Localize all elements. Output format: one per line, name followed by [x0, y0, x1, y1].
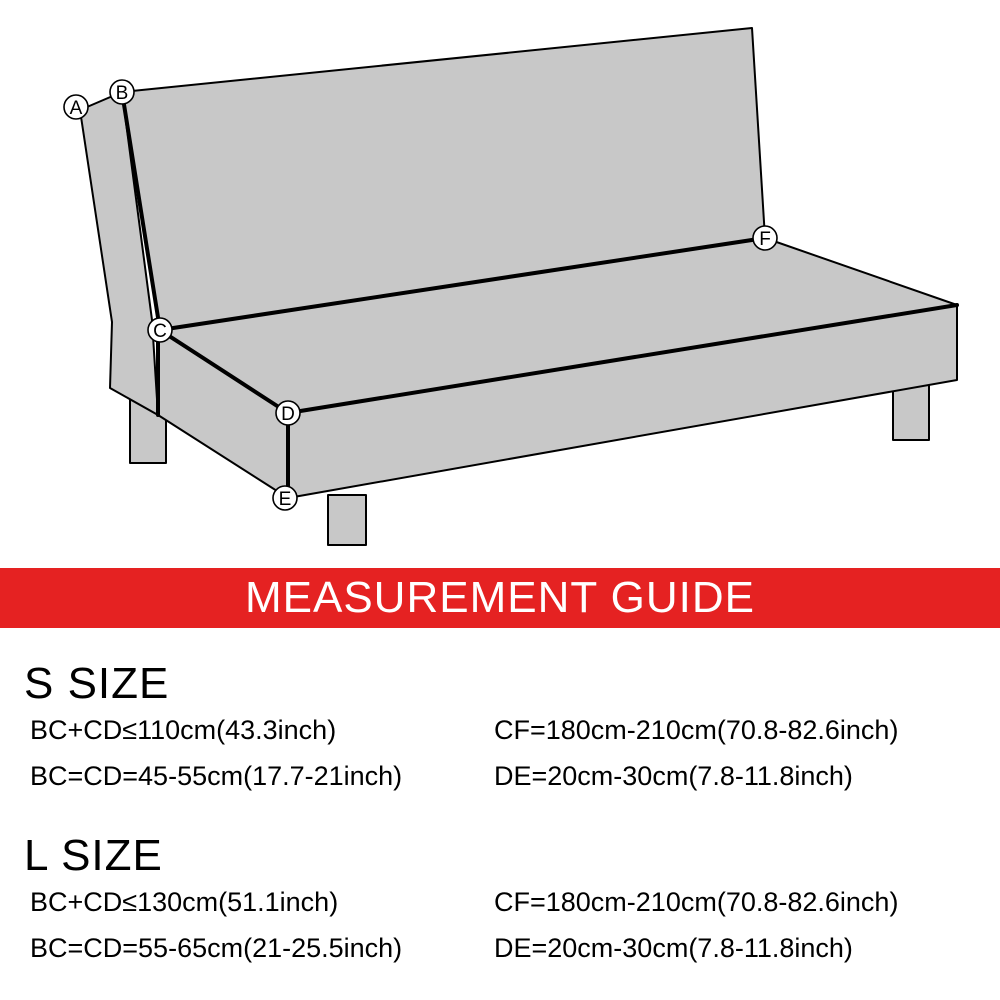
point-marker-c [148, 318, 172, 342]
svg-text:F: F [759, 229, 771, 250]
point-marker-a [64, 95, 88, 119]
banner-title: MEASUREMENT GUIDE [244, 573, 756, 622]
l-size-bc-cd-total: BC+CD≤130cm(51.1inch) [30, 887, 339, 917]
svg-text:A: A [69, 98, 83, 119]
l-size-de: DE=20cm-30cm(7.8-11.8inch) [494, 933, 853, 963]
svg-text:E: E [278, 489, 292, 510]
l-size-title: L SIZE [24, 831, 163, 880]
l-size-cf: CF=180cm-210cm(70.8-82.6inch) [494, 887, 899, 917]
point-marker-e [273, 486, 297, 510]
measurement-guide-banner [0, 568, 1000, 628]
point-marker-f [753, 226, 777, 250]
svg-text:B: B [115, 83, 129, 104]
s-size-title: S SIZE [24, 659, 170, 708]
s-size-bc-cd-each: BC=CD=45-55cm(17.7-21inch) [30, 761, 403, 791]
sofa-leg-front [328, 495, 366, 545]
svg-text:C: C [153, 321, 167, 342]
s-size-de: DE=20cm-30cm(7.8-11.8inch) [494, 761, 853, 791]
point-marker-d [276, 401, 300, 425]
l-size-bc-cd-each: BC=CD=55-65cm(21-25.5inch) [30, 933, 403, 963]
s-size-bc-cd-total: BC+CD≤110cm(43.3inch) [30, 715, 337, 745]
s-size-cf: CF=180cm-210cm(70.8-82.6inch) [494, 715, 899, 745]
svg-text:D: D [281, 404, 295, 425]
point-marker-b [110, 80, 134, 104]
